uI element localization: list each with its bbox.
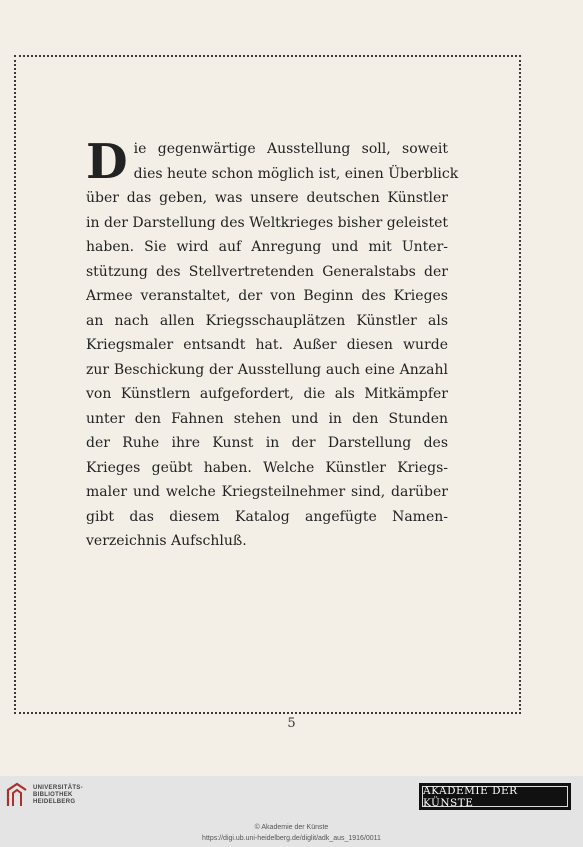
text-line: maler und welche Kriegsteilnehmer sind, darüber [86,484,448,500]
text-line: gibt das diesem Katalog angefügte Namen- [86,508,448,525]
text-line: über das geben, was unsere deutschen Künstler [86,190,448,206]
text-line: von Künstlern aufgefordert, die als Mitkämpfer [86,386,448,402]
text-line: an nach allen Kriegsschauplätzen Künstler als [86,312,448,329]
text-line: unter den Fahnen stehen und in den Stunden [86,410,448,427]
viewer-footer [0,776,583,847]
akademie-der-kuenste-logo[interactable]: AKADEMIE DER KÜNSTE [419,783,571,810]
text-line: der Ruhe ihre Kunst in der Darstellung des [86,435,448,451]
text-line: zur Beschickung der Ausstellung auch eine Anzahl [86,361,448,378]
text-line: verzeichnis Aufschluß. [86,533,247,549]
text-line: Armee veranstaltet, der von Beginn des Krieges [86,288,448,304]
text-line: Kriegsmaler entsandt hat. Außer diesen wurde [86,337,448,353]
text-line: haben. Sie wird auf Anregung und mit Unter- [86,239,448,255]
text-line: Krieges geübt haben. Welche Künstler Kriegs- [86,459,448,476]
permalink-url[interactable]: https://digi.ub.uni-heidelberg.de/diglit/adk_aus_1916/0011 [202,835,381,842]
text-line: in der Darstellung des Weltkrieges bisher geleistet [86,214,448,231]
library-name: UNIVERSITÄTS- BIBLIOTHEK HEIDELBERG [33,785,83,805]
drop-cap-initial: D [86,134,128,190]
text-line: stützung des Stellvertretenden Generalstabs der [86,263,448,280]
text-line: ie gegenwärtige Ausstellung soll, soweit [133,141,448,157]
text-line: dies heute schon möglich ist, einen Überblick [133,165,459,182]
body-text [86,134,459,554]
university-library-logo-icon[interactable] [6,782,28,808]
copyright-notice: © Akademie der Künste [254,824,329,831]
page-number: 5 [287,716,296,731]
